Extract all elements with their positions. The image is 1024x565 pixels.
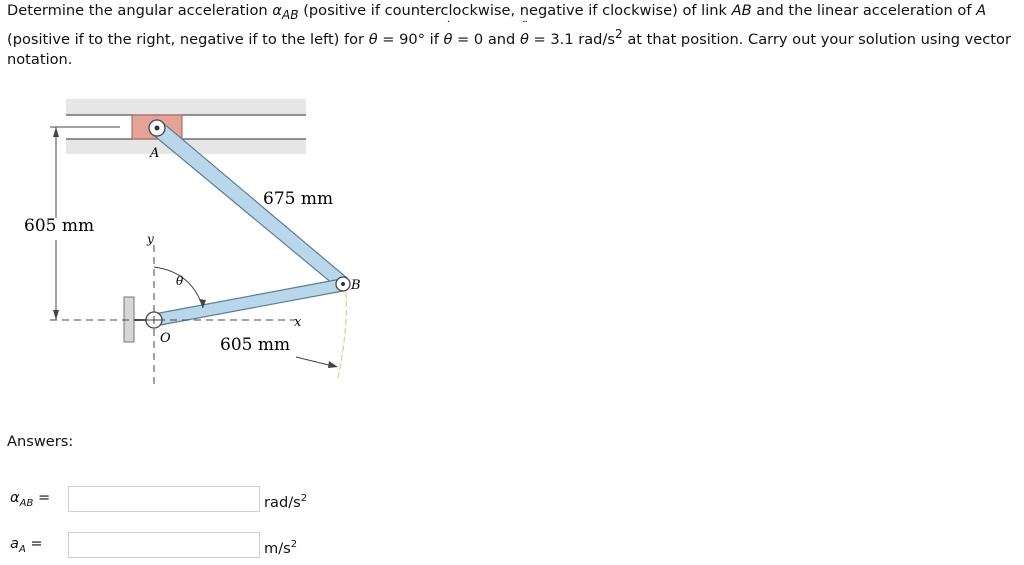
var-theta-ddot: θ [519, 31, 529, 49]
answer-var-aa: $a_A$ = [10, 535, 43, 555]
answers-heading: Answers: [7, 433, 74, 450]
label-b: B [351, 278, 361, 293]
dim-ob-label: 605 mm [220, 335, 291, 355]
dot-accent: ˙ [445, 19, 452, 34]
a-a-input[interactable] [68, 532, 260, 558]
alpha-ab-input[interactable] [68, 486, 260, 512]
dim-ob-leader [296, 357, 333, 366]
var-link-ab: AB [731, 2, 752, 19]
label-theta: θ [176, 274, 184, 288]
label-x: x [294, 315, 302, 330]
alpha-unit: rad/$s^2$ [264, 493, 308, 511]
var-point-a: A [976, 2, 987, 19]
answer-var-alpha: $\alpha_{AB}$ = [10, 489, 51, 509]
label-a: A [150, 146, 160, 161]
top-rail [66, 99, 306, 115]
label-o: O [160, 331, 171, 346]
dim-ab-label: 675 mm [263, 189, 334, 209]
var-theta: θ [368, 31, 378, 49]
swing-arc [338, 292, 346, 378]
problem-statement: Determine the angular acceleration $\alpha_{AB}$ (positive if counterclockwise, negative if clockwise) of link AB and the linear acceleration of A (positive if to the right, negative if to the left) for θ = 90° if ˙ θ = 0 and ¨ θ = 3.1 rad/$s^2$ at that position. Carry out your solution using vector notation. [7, 2, 1011, 68]
mechanism-figure [0, 85, 380, 385]
label-y: y [147, 232, 154, 246]
dim-vertical-label: 605 mm [24, 216, 95, 236]
var-theta-dot: θ [443, 31, 453, 49]
var-alpha-sub: AB [281, 7, 299, 22]
double-dot-accent: ¨ [521, 19, 528, 34]
aa-unit: $m/s^2$ [264, 539, 298, 557]
var-alpha: α [272, 2, 282, 19]
